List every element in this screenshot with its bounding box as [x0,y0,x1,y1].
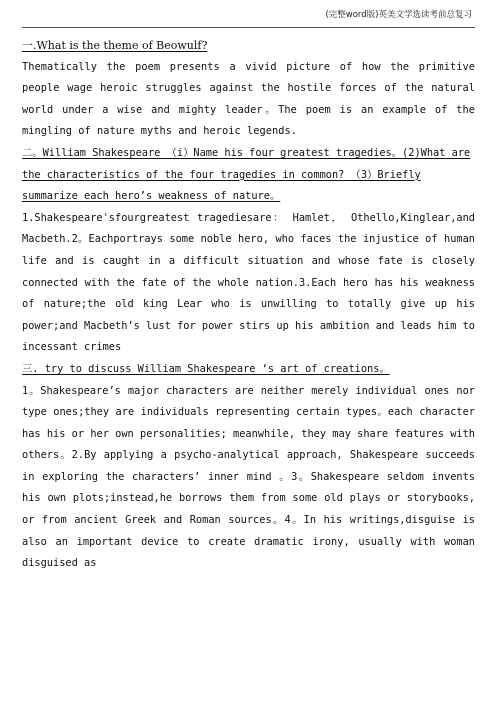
answer-paragraph-3: 1。Shakespeare’s major characters are neither merely individual ones nor type ones;they are individuals representing certain types。each character has his or her own personalities; meanwhile, they may share features with others。2.By applying a psycho-analytical approach, Shakespeare succeeds in exploring the characters’ inner mind 。3。Shakespeare seldom invents his own plots;instead,he borrows them from some old plays or storybooks, or from ancient Greek and Roman sources。4。In his writings,disguise is also an important device to create dramatic irony, usually with woman disguised as [22,384,475,570]
question-heading-1: 一.What is the theme of Beowulf? [22,39,208,52]
header-divider [22,27,475,28]
question-heading-3: 三. try to discuss William Shakespeare ‘s art of creations。 [22,362,390,375]
question-heading-2: 二。William Shakespeare （i）Name his four greatest tragedies。(2)What are the characteristics of the four tragedies in common? （3）Briefly summarize each hero’s weakness of nature。 [22,146,471,203]
answer-paragraph-1: Thematically the poem presents a vivid picture of how the primitive people wage heroic struggles against the hostile forces of the natural world under a wise and mighty leader。The poem is an example of the mingling of nature myths and heroic legends. [22,60,475,138]
answer-paragraph-2: 1.Shakespeare'sfourgreatest tragediesare： Hamlet， Othello,Kinglear,and Macbeth.2。Eachportrays some noble hero, who faces the injustice of human life and is caught in a difficult situation and whose fate is closely connected with the fate of the whole nation.3.Each hero has his weakness of nature;the old king Lear who is unwilling to totally give up his power;and Macbeth’s lust for power stirs up his ambition and leads him to incessant crimes [22,211,475,354]
running-header: (完整word版)英美文学选读考前总复习 [325,10,472,20]
document-body [22,35,475,575]
